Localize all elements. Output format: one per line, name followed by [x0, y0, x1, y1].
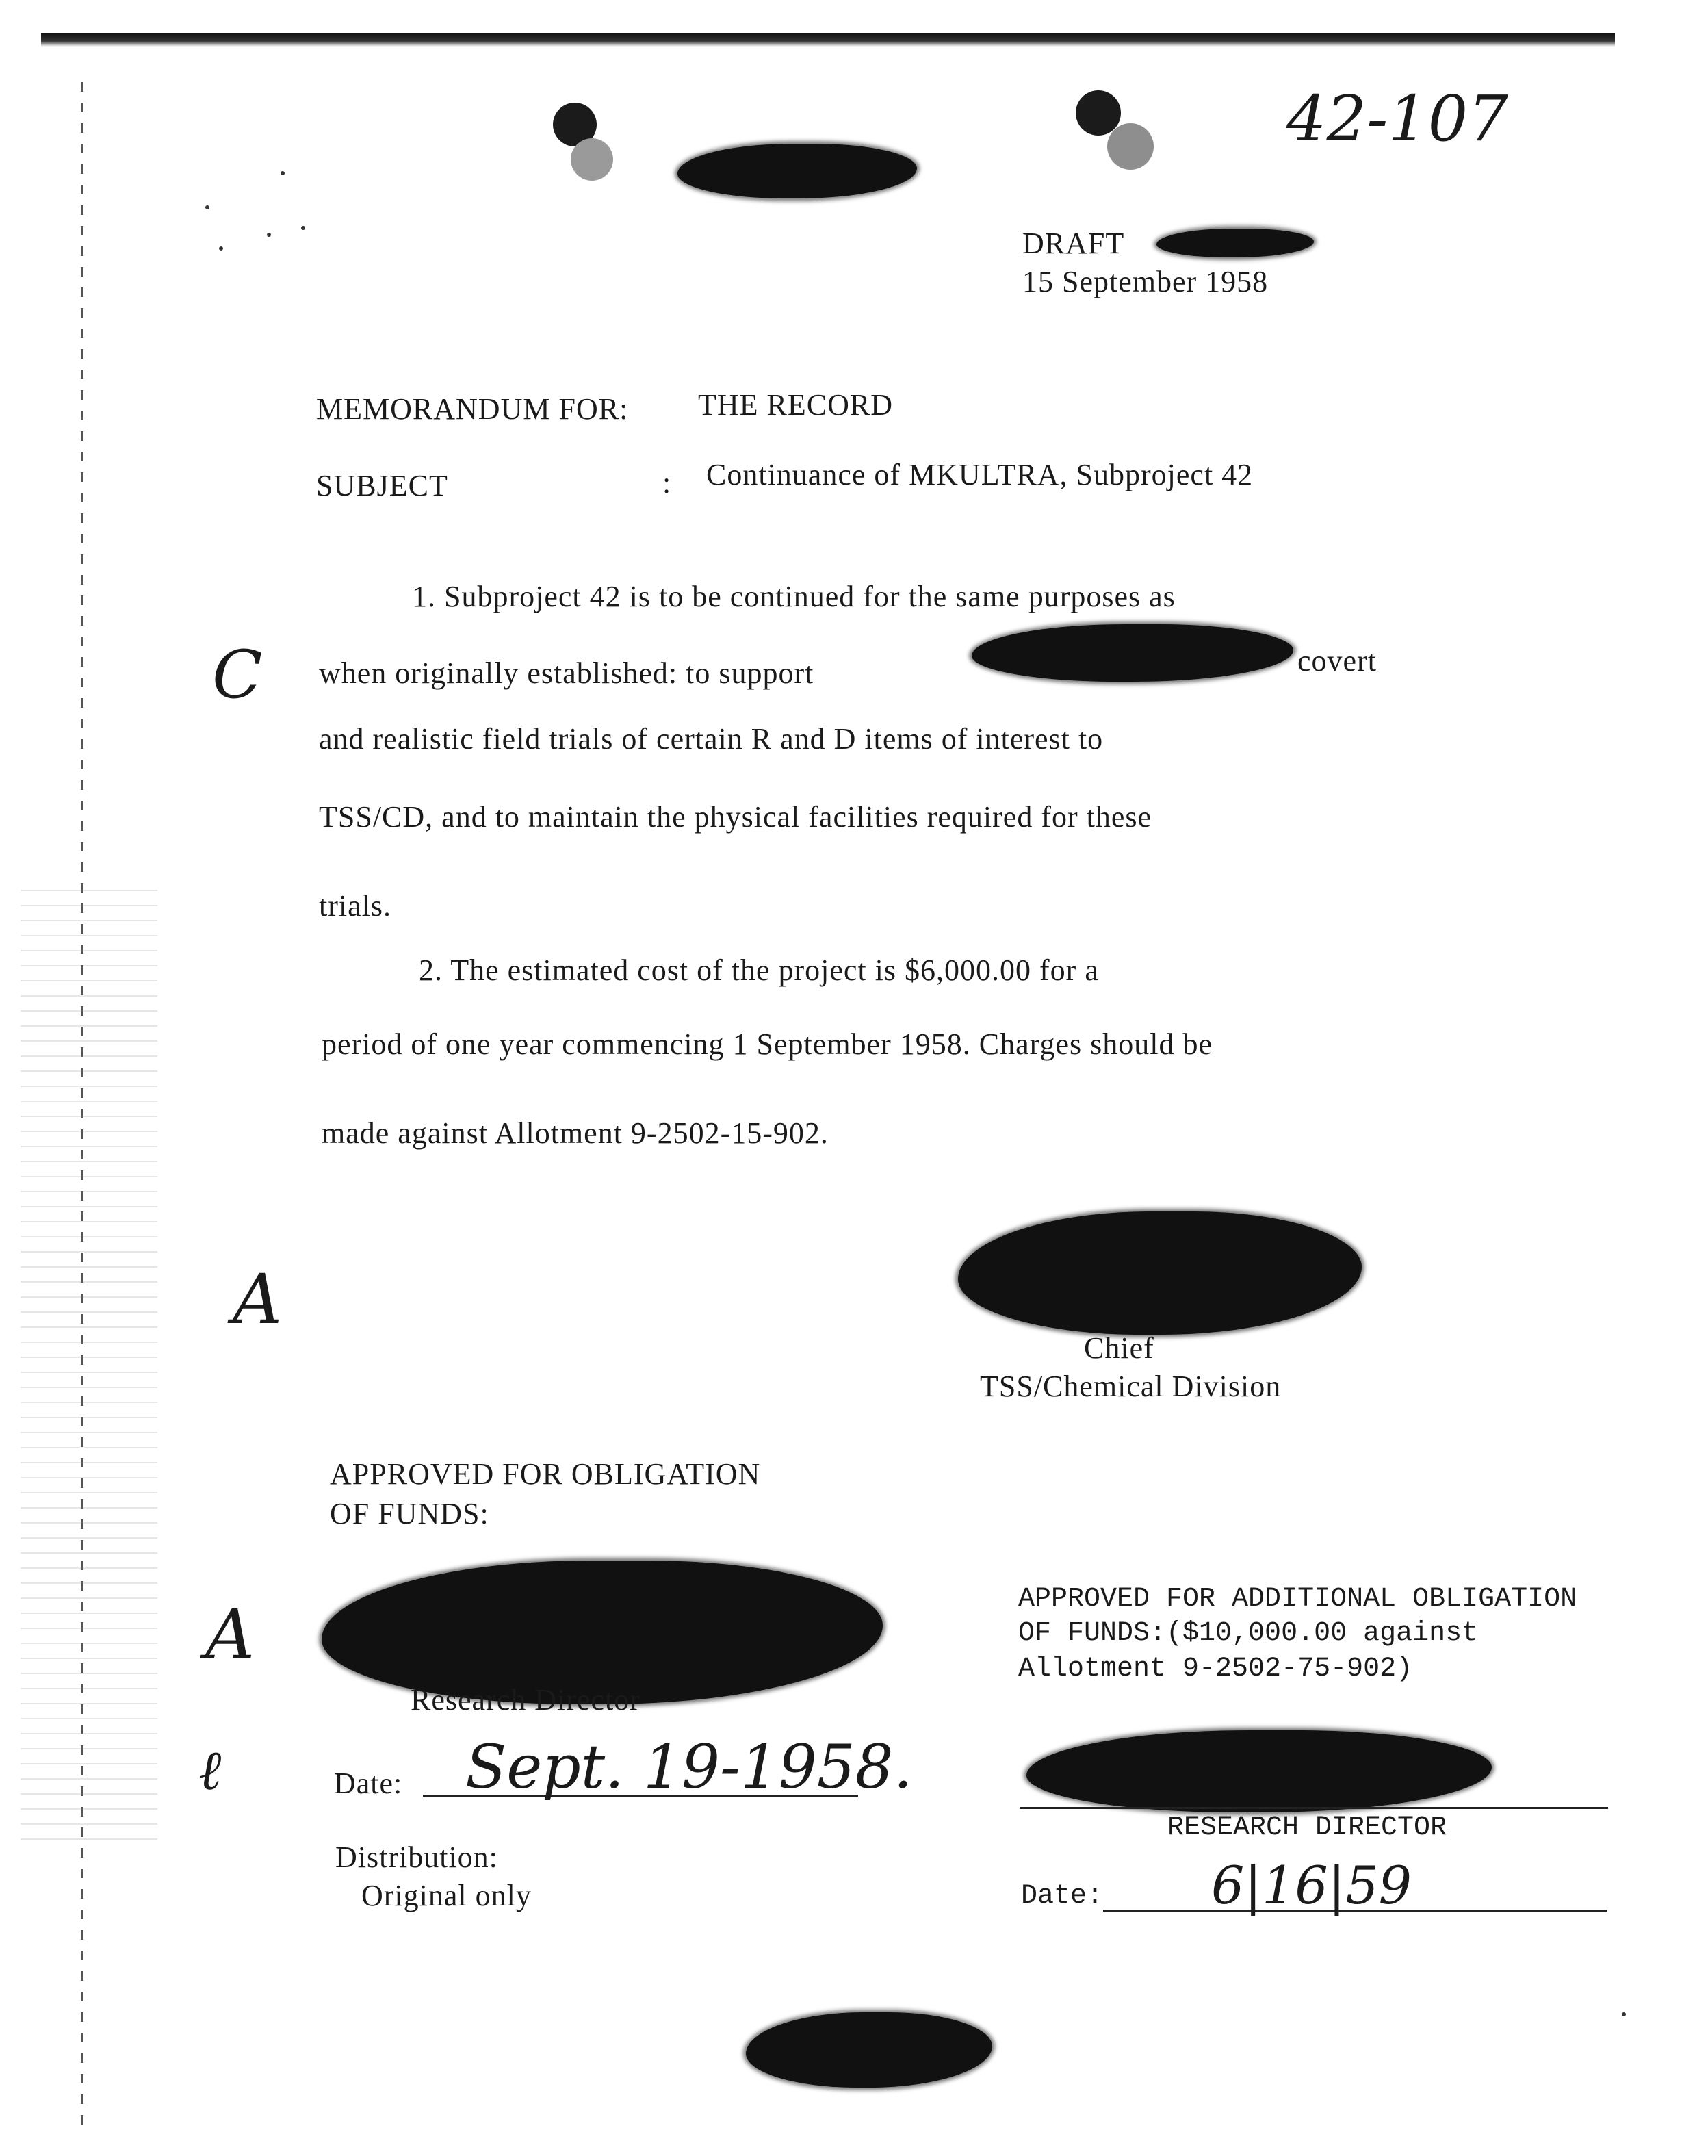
scan-top-edge — [41, 33, 1615, 47]
subject-colon: : — [662, 466, 672, 500]
approval-left-heading-line-2: OF FUNDS: — [330, 1497, 489, 1530]
paragraph-2-line-3: made against Allotment 9-2502-15-902. — [322, 1116, 829, 1150]
scan-speck — [219, 246, 223, 251]
scan-speck — [281, 171, 285, 175]
handwritten-date-right: 6|16|59 — [1211, 1855, 1412, 1916]
approval-right-heading-line-3: Allotment 9-2502-75-902) — [1018, 1654, 1413, 1684]
subject-label: SUBJECT — [316, 469, 448, 502]
distribution-value: Original only — [361, 1879, 532, 1912]
paragraph-2-line-1: 2. The estimated cost of the project is $6,000.00 for a — [419, 953, 1099, 987]
approval-right-signature-line — [1020, 1807, 1608, 1809]
signature-title-line-2: TSS/Chemical Division — [980, 1370, 1282, 1403]
approval-left-role: Research Director — [411, 1683, 640, 1717]
punch-hole-left-light — [571, 138, 613, 181]
punch-hole-right-light — [1107, 123, 1154, 170]
draft-label: DRAFT — [1022, 227, 1125, 260]
document-date: 15 September 1958 — [1022, 265, 1269, 298]
handwritten-doc-number: 42-107 — [1286, 82, 1508, 155]
paragraph-1-line-2a: when originally established: to support — [319, 656, 814, 690]
handwritten-date-signature: Sept. 19-1958. — [465, 1732, 913, 1802]
handwritten-initials: ℓ — [198, 1738, 222, 1802]
scan-speck — [205, 205, 209, 209]
scan-margin-lines — [21, 890, 157, 1848]
redaction-bottom — [746, 2012, 992, 2088]
redaction-top — [677, 144, 917, 198]
scan-speck — [267, 233, 271, 237]
scan-speck — [301, 226, 305, 230]
scan-speck — [1622, 2012, 1626, 2016]
paragraph-1-line-1: 1. Subproject 42 is to be continued for the same purposes as — [412, 580, 1176, 613]
handwritten-margin-c: C — [212, 637, 263, 713]
redaction-approval-right — [1026, 1730, 1492, 1812]
paragraph-1-line-5: trials. — [319, 889, 391, 923]
redaction-draft — [1156, 229, 1314, 257]
paragraph-1-line-4: TSS/CD, and to maintain the physical facilities required for these — [319, 800, 1152, 834]
approval-left-heading-line-1: APPROVED FOR OBLIGATION — [330, 1457, 761, 1491]
approval-right-heading-line-2: OF FUNDS:($10,000.00 against — [1018, 1618, 1479, 1649]
approval-left-date-label: Date: — [334, 1767, 403, 1800]
approval-right-heading-line-1: APPROVED FOR ADDITIONAL OBLIGATION — [1018, 1584, 1577, 1615]
handwritten-margin-a-2: A — [205, 1595, 255, 1675]
distribution-label: Distribution: — [335, 1840, 498, 1874]
paragraph-1-line-3: and realistic field trials of certain R and D items of interest to — [319, 722, 1104, 756]
handwritten-margin-a-1: A — [233, 1259, 283, 1339]
paragraph-1-line-2b: covert — [1297, 644, 1377, 678]
memo-for-label: MEMORANDUM FOR: — [316, 392, 629, 426]
approval-right-date-label: Date: — [1021, 1881, 1104, 1912]
signature-title-line-1: Chief — [1084, 1331, 1154, 1365]
redaction-signature — [958, 1211, 1362, 1335]
subject-value: Continuance of MKULTRA, Subproject 42 — [706, 458, 1254, 491]
paragraph-2-line-2: period of one year commencing 1 September 1958. Charges should be — [322, 1027, 1213, 1061]
redaction-paragraph-1 — [972, 624, 1293, 682]
approval-right-role: RESEARCH DIRECTOR — [1167, 1812, 1447, 1843]
memo-for-value: THE RECORD — [698, 388, 893, 422]
